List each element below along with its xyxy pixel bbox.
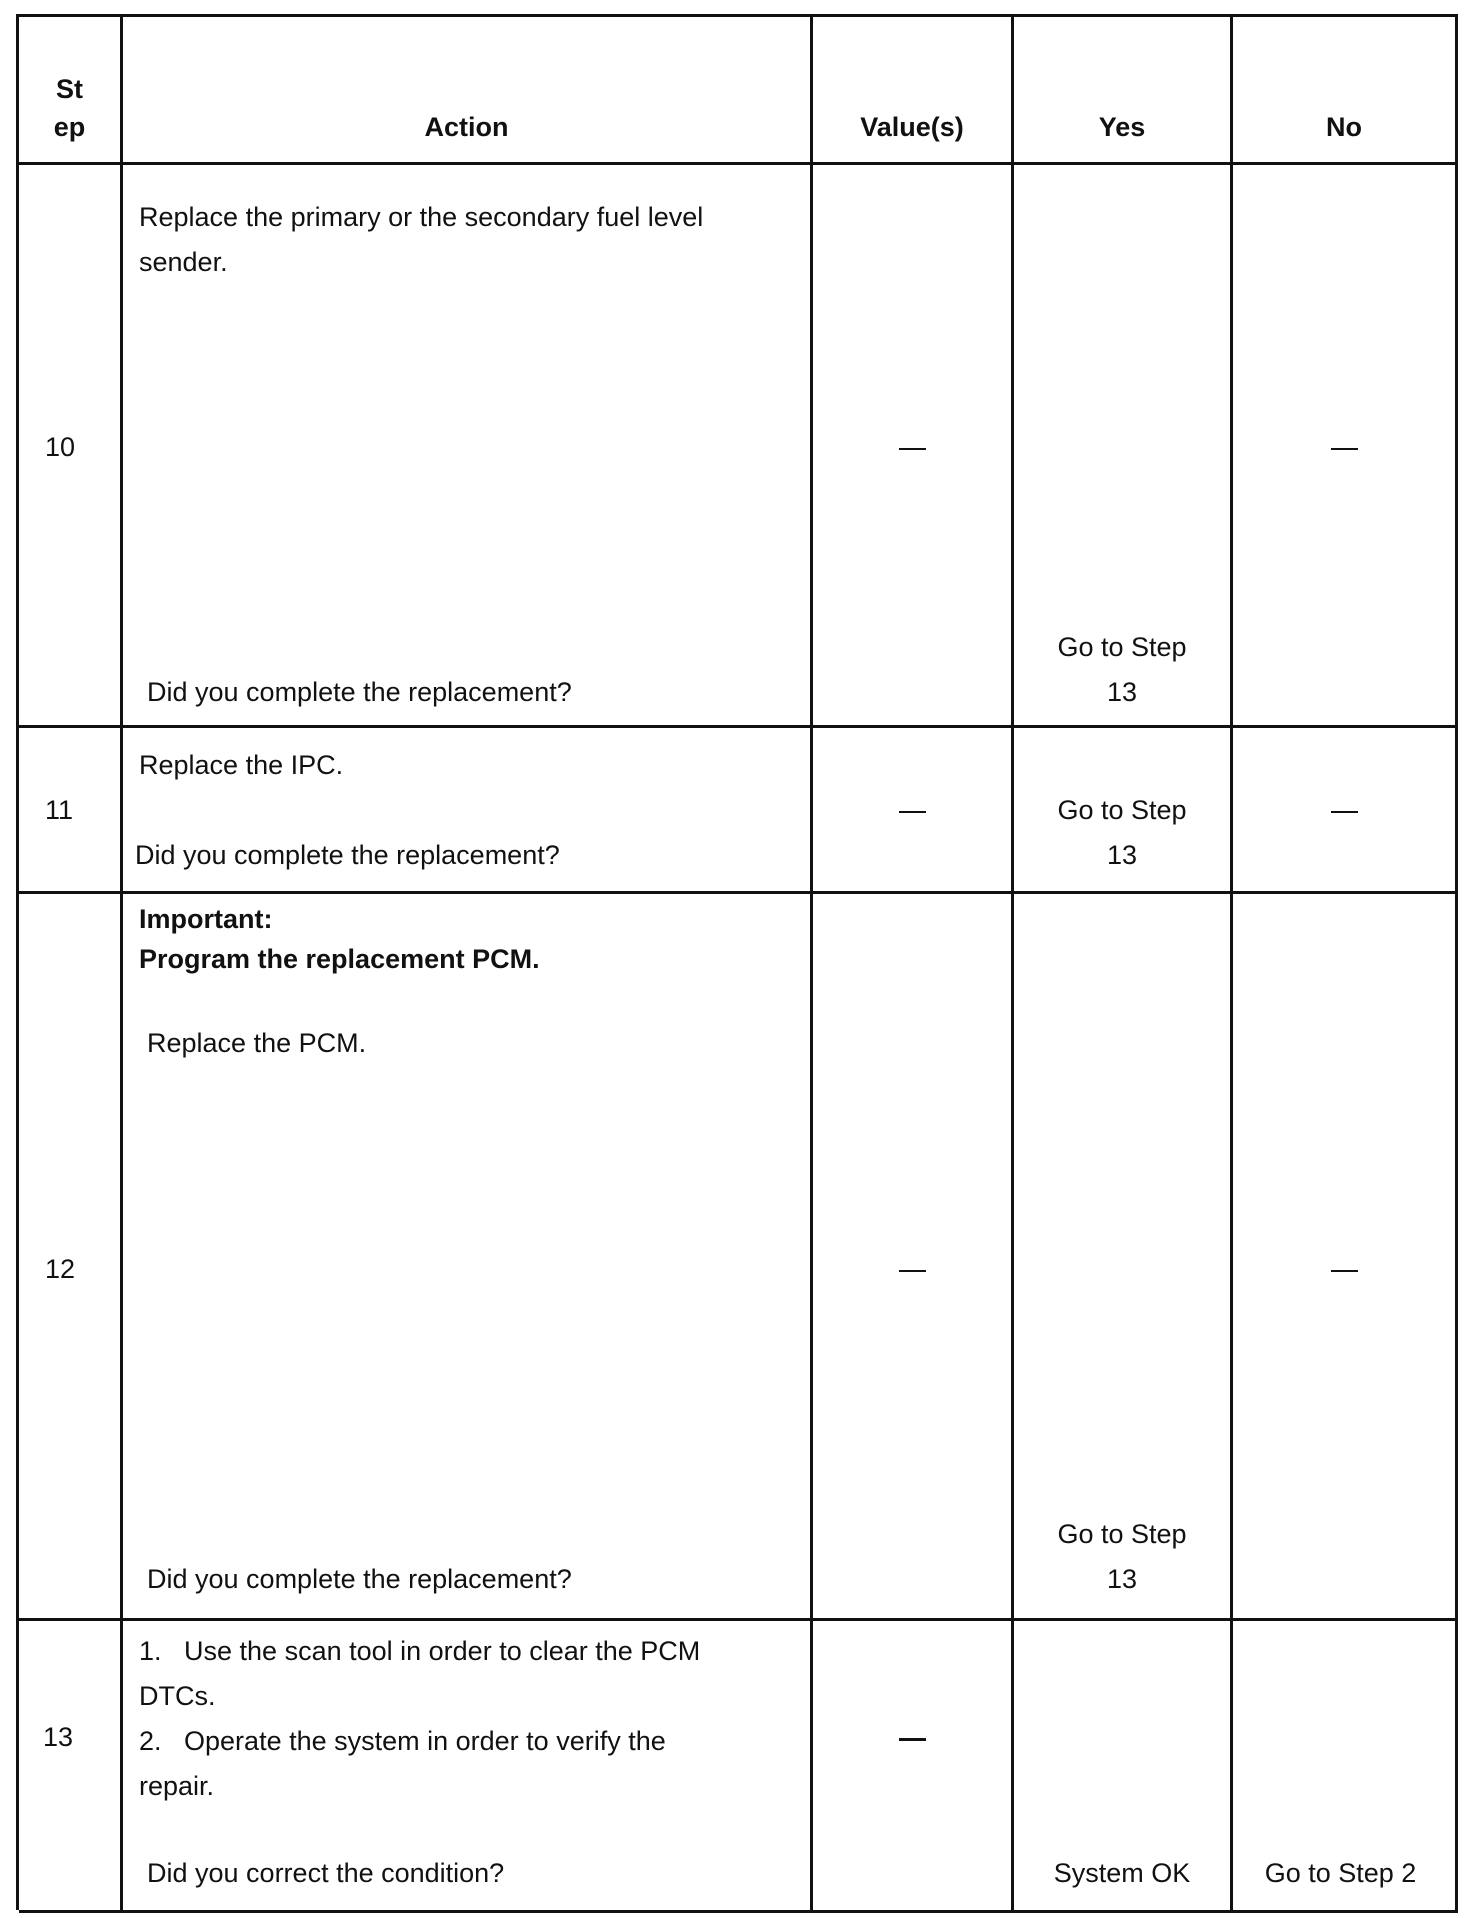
table-row-step-12	[19, 894, 123, 1621]
action-item-1-line1: 1. Use the scan tool in order to clear the PCM	[139, 1636, 701, 1666]
action-cell-step-10	[123, 165, 813, 728]
yes-goto-line1: Go to Step	[1057, 1519, 1187, 1549]
header-yes: Yes	[1098, 112, 1146, 142]
header-step-line1: St	[56, 74, 83, 104]
no-goto-step-2: Go to Step 2	[1264, 1858, 1417, 1888]
value-cell-step-12	[813, 894, 1014, 1621]
action-text-line1: Replace the primary or the secondary fuel level	[139, 202, 704, 232]
yes-cell-step-13	[1014, 1621, 1233, 1913]
header-no: No	[1326, 112, 1362, 142]
value-cell-step-11	[813, 728, 1014, 894]
header-values: Value(s)	[860, 112, 964, 142]
yes-cell-step-11	[1014, 728, 1233, 894]
action-item-1-line2: DTCs.	[139, 1681, 216, 1711]
no-dash	[1331, 811, 1358, 813]
yes-cell-step-12	[1014, 894, 1233, 1621]
header-step-cell	[19, 17, 123, 165]
action-text-line1: Replace the PCM.	[147, 1028, 367, 1058]
value-dash	[899, 1270, 926, 1272]
yes-goto-line2: 13	[1106, 840, 1138, 870]
table-row-step-10	[19, 165, 123, 728]
header-action: Action	[424, 112, 509, 142]
yes-goto-line2: 13	[1106, 1564, 1138, 1594]
yes-goto-line1: Go to Step	[1057, 632, 1187, 662]
important-text: Program the replacement PCM.	[139, 944, 540, 974]
header-no-cell	[1233, 17, 1458, 165]
action-question: Did you correct the condition?	[147, 1858, 505, 1888]
header-step-line2: ep	[53, 112, 86, 142]
action-text-line2: sender.	[139, 247, 228, 277]
action-item-2-line2: repair.	[139, 1771, 215, 1801]
action-question: Did you complete the replacement?	[147, 1564, 572, 1594]
step-number: 13	[43, 1722, 74, 1752]
action-item-2-line1: 2. Operate the system in order to verify the	[139, 1726, 666, 1756]
table-row-step-11	[19, 728, 123, 894]
yes-goto-line2: 13	[1106, 677, 1138, 707]
step-number: 10	[45, 432, 76, 462]
action-text-line1: Replace the IPC.	[139, 750, 344, 780]
value-cell-step-10	[813, 165, 1014, 728]
action-question: Did you complete the replacement?	[147, 677, 572, 707]
yes-cell-step-10	[1014, 165, 1233, 728]
action-cell-step-12	[123, 894, 813, 1621]
no-cell-step-11	[1233, 728, 1458, 894]
step-number: 12	[45, 1254, 76, 1284]
important-label: Important:	[139, 904, 273, 934]
no-dash	[1331, 1270, 1358, 1272]
yes-system-ok: System OK	[1053, 1858, 1191, 1888]
no-dash	[1331, 448, 1358, 450]
header-action-cell	[123, 17, 813, 165]
action-cell-step-13	[123, 1621, 813, 1913]
step-number: 11	[45, 795, 74, 825]
value-dash	[899, 1738, 926, 1741]
action-question: Did you complete the replacement?	[135, 840, 560, 870]
value-dash	[899, 811, 926, 813]
no-cell-step-10	[1233, 165, 1458, 728]
no-cell-step-13	[1233, 1621, 1458, 1913]
header-values-cell	[813, 17, 1014, 165]
yes-goto-line1: Go to Step	[1057, 795, 1187, 825]
value-cell-step-13	[813, 1621, 1014, 1913]
header-yes-cell	[1014, 17, 1233, 165]
no-cell-step-12	[1233, 894, 1458, 1621]
value-dash	[899, 448, 926, 450]
action-cell-step-11	[123, 728, 813, 894]
table-row-step-13	[19, 1621, 123, 1913]
diagnostic-table	[16, 14, 1458, 1910]
